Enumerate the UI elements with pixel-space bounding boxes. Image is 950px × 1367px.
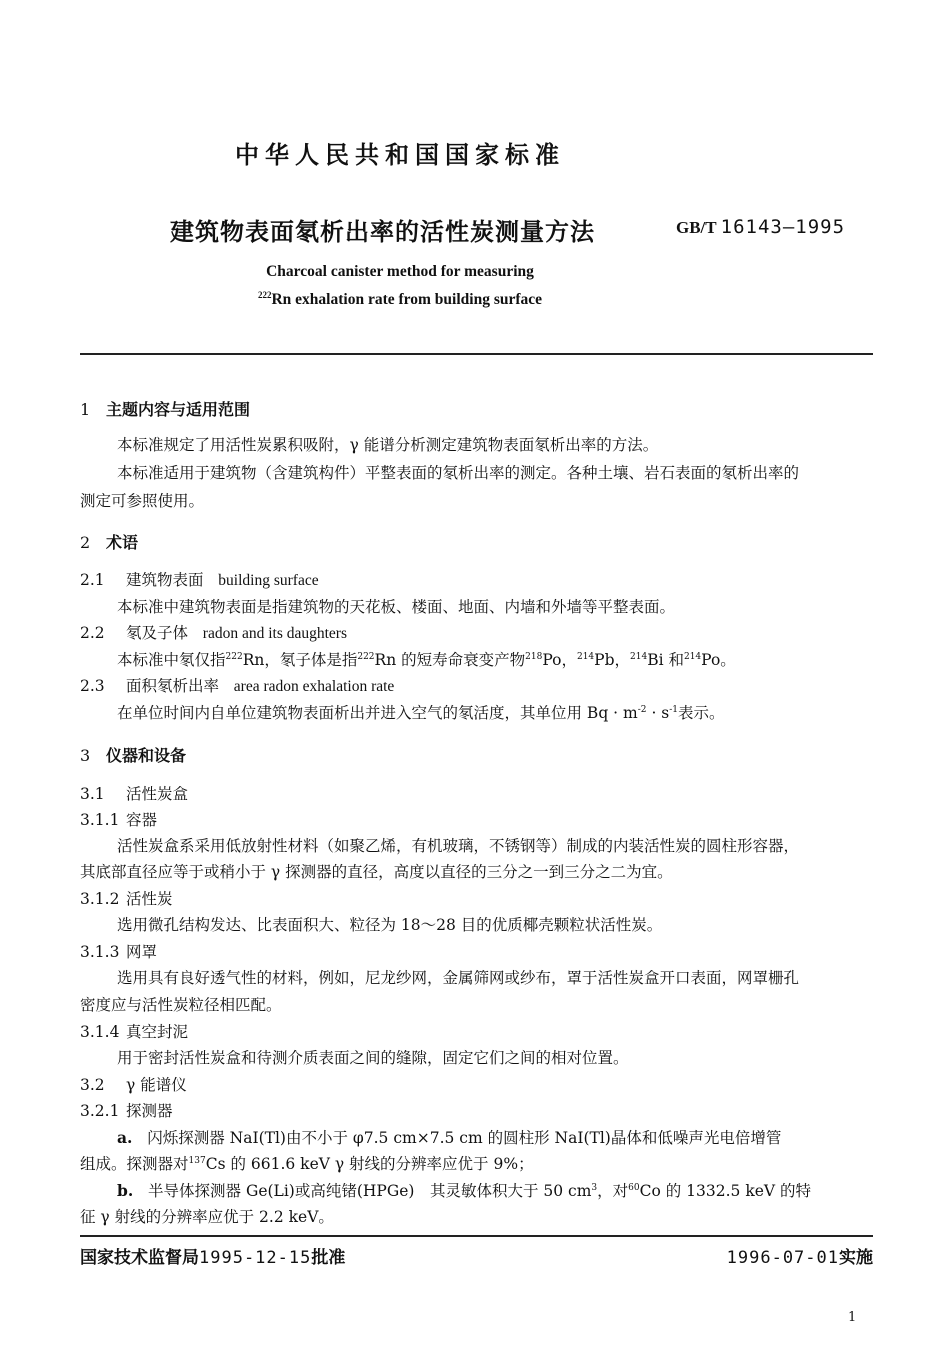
section-3-1-3-paragraph: 选用具有良好透气性的材料，例如，尼龙纱网，金属筛网或纱布，罩于活性炭盒开口表面，网罩栅孔: [117, 969, 800, 987]
document-title-zh: 建筑物表面氡析出率的活性炭测量方法: [170, 217, 595, 246]
section-3-1-1-paragraph-cont: 其底部直径应等于或稍小于 γ 探测器的直径，高度以直径的三分之一到三分之二为宜。: [80, 863, 673, 881]
list-item-a: a. 闪烁探测器 NaI(Tl)由不小于 φ7.5 cm×7.5 cm 的圆柱形 NaI(Tl)晶体和低噪声光电倍增管: [117, 1128, 782, 1147]
section-1-heading: 1 主题内容与适用范围: [80, 400, 251, 419]
standard-code: 16143—1995: [720, 216, 846, 238]
list-item-b: b. 半导体探测器 Ge(Li)或高纯锗(HPGe) 其灵敏体积大于 50 $cm^3$，对$^{60}$Co 的 1332.5 keV 的特: [117, 1181, 812, 1200]
footer-divider: [80, 1235, 873, 1237]
term-2-2-definition: 本标准中氡仅指$^{222}$Rn，氡子体是指$^{222}$Rn 的短寿命衰变产物$^{218}$Po，$^{214}$Pb，$^{214}$Bi 和$^{214}$Po。: [117, 651, 736, 669]
section-3-1-4-heading: 3.1.4 真空封泥: [80, 1023, 189, 1041]
section-3-1-heading: 3.1 活性炭盒: [80, 785, 189, 803]
standard-prefix: GB/T: [676, 218, 717, 237]
list-item-b-cont: 征 γ 射线的分辨率应优于 2.2 keV。: [80, 1208, 334, 1226]
section-3-1-2-paragraph: 选用微孔结构发达、比表面积大、粒径为 18～28 目的优质椰壳颗粒状活性炭。: [117, 916, 663, 934]
section-3-heading: 3 仪器和设备: [80, 746, 187, 765]
page-number: 1: [848, 1310, 857, 1325]
term-2-3-definition: 在单位时间内自单位建筑物表面析出并进入空气的氡活度，其单位用 $Bq \cdot m^{-2} \cdot s^{-1}$表示。: [117, 704, 725, 722]
effective-line: 1996-07-01实施: [726, 1248, 873, 1268]
section-1-paragraph-2-cont: 测定可参照使用。: [80, 492, 205, 510]
section-1-paragraph-2: 本标准适用于建筑物（含建筑构件）平整表面的氡析出率的测定。各种土壤、岩石表面的氡析出率的: [117, 464, 800, 482]
header-divider: [80, 353, 873, 355]
list-item-a-cont: 组成。探测器对$^{137}$Cs 的 661.6 keV γ 射线的分辨率应优于 9%；: [80, 1155, 534, 1173]
section-3-1-3-heading: 3.1.3 网罩: [80, 943, 158, 961]
section-1-paragraph-1: 本标准规定了用活性炭累积吸附，γ 能谱分析测定建筑物表面氡析出率的方法。: [117, 436, 659, 454]
section-3-1-4-paragraph: 用于密封活性炭盒和待测介质表面之间的缝隙，固定它们之间的相对位置。: [117, 1049, 629, 1067]
term-2-3: 2.3 面积氡析出率 area radon exhalation rate: [80, 677, 395, 695]
term-2-1: 2.1 建筑物表面 building surface: [80, 571, 319, 589]
section-2-heading: 2 术语: [80, 533, 139, 552]
section-3-1-1-heading: 3.1.1 容器: [80, 811, 158, 829]
term-2-2: 2.2 氡及子体 radon and its daughters: [80, 624, 347, 642]
approval-line: 国家技术监督局1995-12-15批准: [80, 1248, 346, 1268]
section-3-1-3-paragraph-cont: 密度应与活性炭粒径相匹配。: [80, 996, 282, 1014]
document-title-en-line1: Charcoal canister method for measuring: [266, 263, 534, 280]
section-3-1-1-paragraph: 活性炭盒系采用低放射性材料（如聚乙烯，有机玻璃，不锈钢等）制成的内装活性炭的圆柱形容器，: [117, 837, 800, 855]
section-3-2-1-heading: 3.2.1 探测器: [80, 1102, 173, 1120]
standard-category-heading: 中华人民共和国国家标准: [235, 140, 565, 169]
term-2-1-definition: 本标准中建筑物表面是指建筑物的天花板、楼面、地面、内墙和外墙等平整表面。: [117, 598, 676, 616]
document-title-en-line2: $^{222}$Rn exhalation rate from building surface: [257, 290, 543, 308]
section-3-2-heading: 3.2 γ 能谱仪: [80, 1076, 187, 1094]
standard-number: [676, 216, 845, 238]
section-3-1-2-heading: 3.1.2 活性炭: [80, 890, 173, 908]
